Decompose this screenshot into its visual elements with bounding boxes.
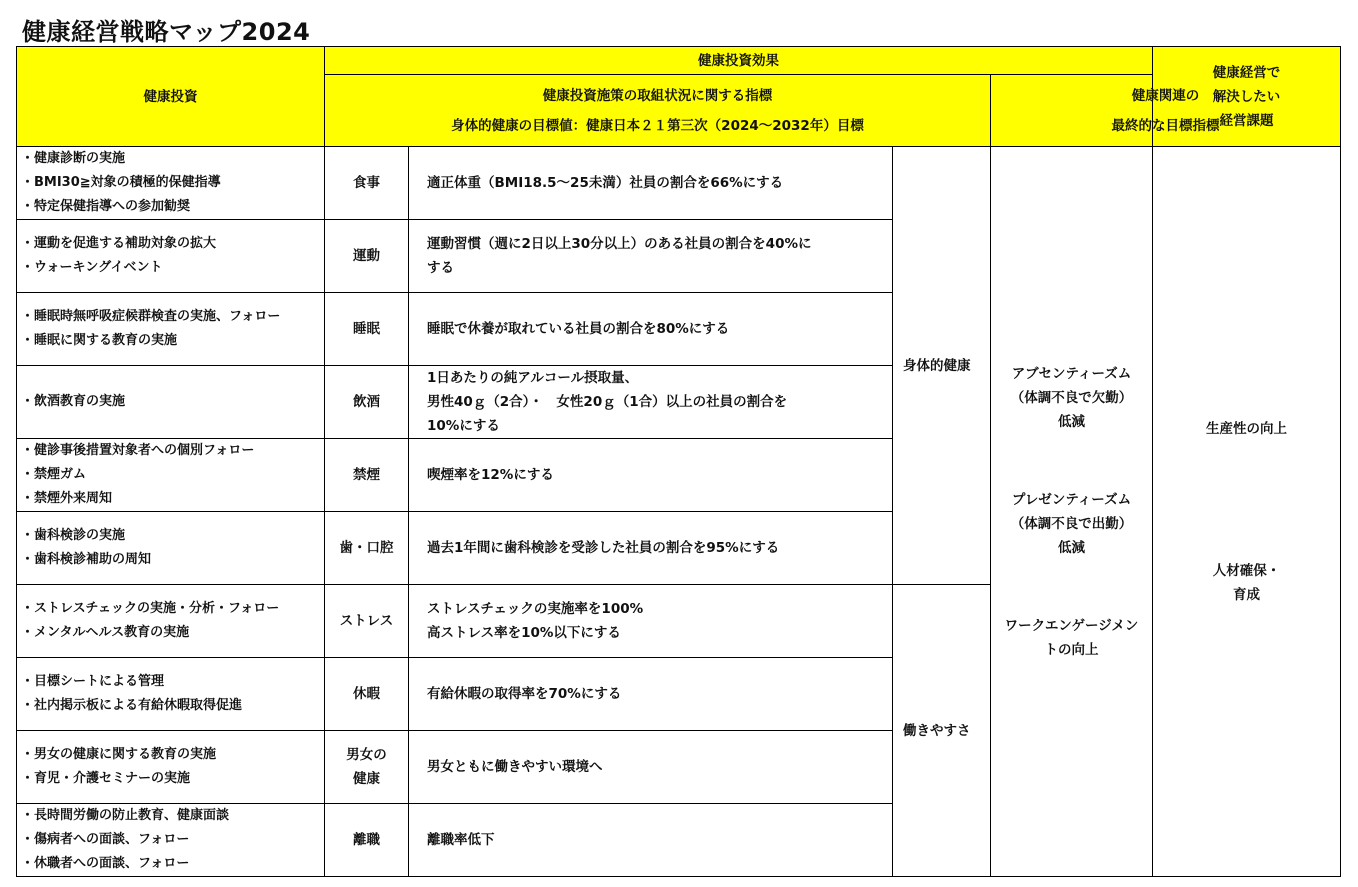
investment-cell: ・飲酒教育の実施 [17, 366, 325, 439]
page-title: 健康経営戦略マップ2024 [22, 18, 311, 46]
category-cell: 運動 [325, 220, 409, 293]
header-final-indicator: 健康関連の 最終的な目標指標 [991, 75, 1341, 147]
goal-cell: 喫煙率を12%にする [409, 439, 893, 512]
header-effect: 健康投資効果 [325, 47, 1153, 75]
goal-cell: 男女ともに働きやすい環境へ [409, 731, 893, 804]
header-investment: 健康投資 [17, 47, 325, 147]
category-cell: 食事 [325, 147, 409, 220]
business-issues: 生産性の向上 人材確保・ 育成 [1153, 147, 1341, 877]
investment-cell: ・目標シートによる管理 ・社内掲示板による有給休暇取得促進 [17, 658, 325, 731]
goal-cell: 睡眠で休養が取れている社員の割合を80%にする [409, 293, 893, 366]
goal-cell: 離職率低下 [409, 804, 893, 877]
goal-cell: 有給休暇の取得率を70%にする [409, 658, 893, 731]
category-cell: 歯・口腔 [325, 512, 409, 585]
goal-cell: 適正体重（BMI18.5～25未満）社員の割合を66%にする [409, 147, 893, 220]
goal-cell: 運動習慣（週に2日以上30分以上）のある社員の割合を40%に する [409, 220, 893, 293]
investment-cell: ・健診事後措置対象者への個別フォロー ・禁煙ガム ・禁煙外来周知 [17, 439, 325, 512]
investment-cell: ・睡眠時無呼吸症候群検査の実施、フォロー ・睡眠に関する教育の実施 [17, 293, 325, 366]
final-indicators: アブセンティーズム （体調不良で欠勤） 低減 プレゼンティーズム （体調不良で出勤） 低減 ワークエンゲージメン トの向上 [991, 147, 1153, 877]
strategy-map-table [16, 46, 1341, 877]
category-cell: 睡眠 [325, 293, 409, 366]
investment-cell: ・長時間労働の防止教育、健康面談 ・傷病者への面談、フォロー ・休職者への面談、フォロー [17, 804, 325, 877]
goal-cell: 1日あたりの純アルコール摂取量、 男性40ｇ（2合）・ 女性20ｇ（1合）以上の社員の割合を 10%にする [409, 366, 893, 439]
category-cell: 離職 [325, 804, 409, 877]
category-cell: 飲酒 [325, 366, 409, 439]
investment-cell: ・ストレスチェックの実施・分析・フォロー ・メンタルヘルス教育の実施 [17, 585, 325, 658]
header-business-issue: 健康経営で 解決したい 経営課題 [1153, 47, 1341, 147]
goal-cell: 過去1年間に歯科検診を受診した社員の割合を95%にする [409, 512, 893, 585]
investment-cell: ・健康診断の実施 ・BMI30≧対象の積極的保健指導 ・特定保健指導への参加勧奨 [17, 147, 325, 220]
category-cell: 休暇 [325, 658, 409, 731]
header-indicator: 健康投資施策の取組状況に関する指標 身体的健康の目標値：健康日本２１第三次（2024～2032年）目標 [325, 75, 991, 147]
investment-cell: ・男女の健康に関する教育の実施 ・育児・介護セミナーの実施 [17, 731, 325, 804]
group-physical: 身体的健康 [893, 147, 991, 585]
group-workability: 働きやすさ [893, 585, 991, 877]
category-cell: ストレス [325, 585, 409, 658]
table-row [17, 147, 1341, 220]
category-cell: 禁煙 [325, 439, 409, 512]
goal-cell: ストレスチェックの実施率を100% 高ストレス率を10%以下にする [409, 585, 893, 658]
investment-cell: ・運動を促進する補助対象の拡大 ・ウォーキングイベント [17, 220, 325, 293]
category-cell: 男女の 健康 [325, 731, 409, 804]
investment-cell: ・歯科検診の実施 ・歯科検診補助の周知 [17, 512, 325, 585]
